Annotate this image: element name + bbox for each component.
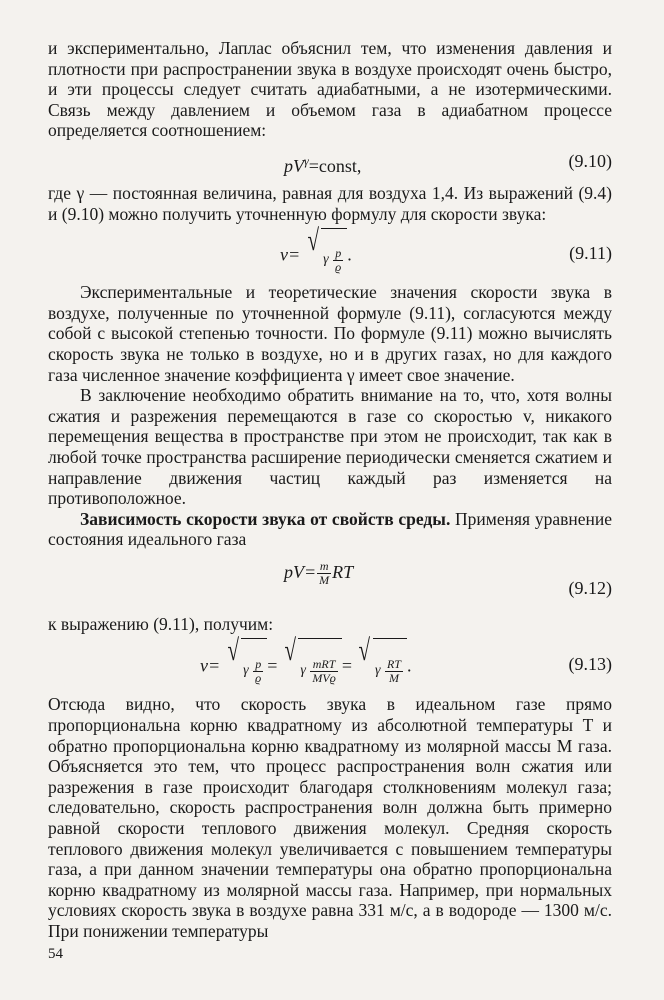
equation-9-11	[48, 224, 612, 282]
eq-9-13-eq1: =	[267, 656, 278, 677]
sqrt-symbol: √ γ $\frac{p}{ϱ}$	[305, 224, 348, 289]
eq-9-13-eq2: =	[341, 656, 352, 677]
paragraph-1: и экспериментально, Лаплас объяснил тем, что изменения давления и плотности при распространении звука в воздухе происходят очень быстро, и эти процессы следует считать адиабатными, а не изотермическими. Связь между давлением и объемом газа в адиабатном процессе определяется соотношением:	[48, 38, 612, 141]
eq-9-12-lhs: pV=	[284, 561, 317, 582]
eq-9-12-rhs: RT	[332, 561, 354, 582]
eq-9-13-n2: mRT	[310, 658, 337, 672]
eq-9-11-lhs: v=	[280, 244, 301, 265]
eq-9-12-den: M	[319, 573, 330, 588]
page-body	[48, 38, 612, 942]
eq-9-10-lhs: pV	[284, 155, 304, 176]
eq-9-13-g1: γ	[243, 663, 249, 679]
eq-9-13-lhs: v=	[200, 656, 221, 677]
eq-9-13-d1: ϱ	[255, 670, 262, 685]
eq-9-12-num: m	[317, 560, 331, 574]
page-number: 54	[48, 946, 63, 962]
eq-9-13-number: (9.13)	[568, 654, 612, 675]
eq-9-11-gamma: γ	[323, 252, 329, 268]
eq-9-13-n1: p	[253, 658, 263, 672]
equation-9-13: v= √ γ $\frac{p}{ϱ}$ = √ γ $\frac{\text{mRT}}{\text{MVϱ}}$ = √ γ $\frac{RT}{M}$ . (9.13)	[48, 634, 612, 694]
eq-9-10-number: (9.10)	[568, 150, 612, 171]
eq-9-11-end: .	[347, 244, 352, 265]
eq-9-13-g2: γ	[300, 663, 306, 679]
eq-9-13-d3: M	[388, 670, 399, 685]
paragraph-7: Отсюда видно, что скорость звука в идеальном газе прямо пропорциональна корню квадратному из абсолютной температуры T и обратно пропорциональна корню квадратному из молярной массы M газа. Объясняется это тем, что процесс распространения волн сжатия или разрежения в газе происходит благодаря столкновениям молекул газа; следовательно, скорость распространения волн должна быть примерно равной скорости теплового движения молекул. Средняя скорость теплового движения молекул увеличивается с повышением температуры газа, а при данном значении температуры она обратно пропорциональна корню квадратному из молярной массы газа. Например, при нормальных условиях скорость звука в воздухе равна 331 м/с, а в водороде — 1300 м/с. При понижении температуры	[48, 694, 612, 941]
paragraph-5	[48, 509, 612, 550]
eq-9-11-den: ϱ	[335, 259, 342, 274]
equation-9-10	[48, 141, 612, 183]
paragraph-3: Экспериментальные и теоретические значения скорости звука в воздухе, полученные по уточненной формуле (9.11), согласуются между собой с высокой степенью точности. По формуле (9.11) можно вычислять скорость звука не только в воздухе, но и в других газах, но для каждого газа численное значение коэффициента γ имеет свое значение.	[48, 282, 612, 385]
equation-9-12	[48, 550, 612, 614]
section-heading: Зависимость скорости звука от свойств среды.	[80, 508, 451, 529]
eq-9-10-rhs: =const,	[308, 155, 362, 176]
eq-9-11-num: p	[333, 247, 343, 261]
eq-9-10-exp: γ	[304, 153, 309, 168]
paragraph-5-text: Применяя уравнение состояния идеального газа	[48, 508, 612, 550]
eq-9-12-number: (9.12)	[568, 577, 612, 598]
paragraph-2: где γ — постоянная величина, равная для воздуха 1,4. Из выражений (9.4) и (9.10) можно получить уточненную формулу для скорости звука:	[48, 182, 612, 224]
eq-9-11-number: (9.11)	[569, 243, 612, 264]
paragraph-4: В заключение необходимо обратить внимание на то, что, хотя волны сжатия и разрежения перемещаются в газе со скоростью v, никакого перемещения вещества в пространстве при этом не происходит, так как в любой точке пространства расширение периодически сменяется сжатием и направление движения частиц каждый раз изменяется на противоположное.	[48, 385, 612, 509]
paragraph-6: к выражению (9.11), получим:	[48, 613, 274, 634]
eq-9-13-d2: MVϱ	[312, 670, 336, 685]
eq-9-13-end: .	[406, 656, 412, 677]
eq-9-13-g3: γ	[374, 663, 381, 679]
eq-9-13-n3: RT	[386, 656, 401, 671]
